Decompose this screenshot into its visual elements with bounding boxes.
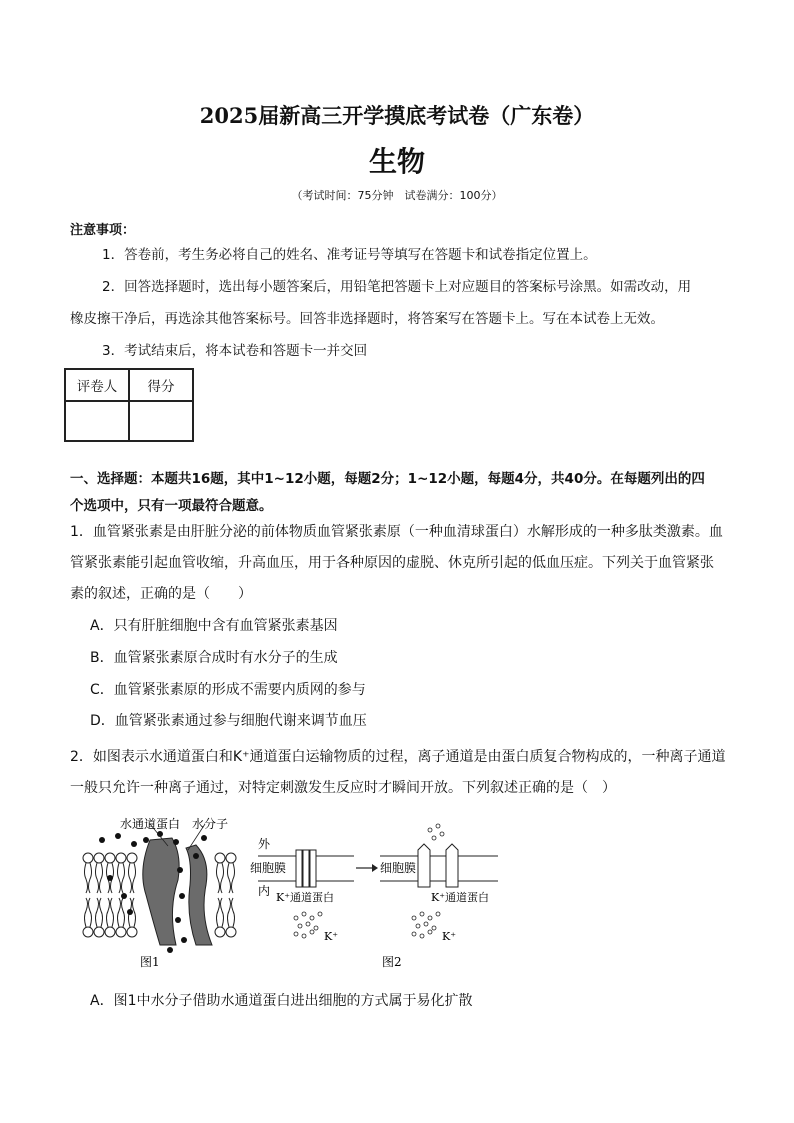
exam-title: 2025届新高三开学摸底考试卷（广东卷） [199, 103, 595, 128]
section-heading [70, 466, 730, 520]
fig1-water-channel-protein-right [186, 845, 212, 945]
q1-option-c: C．血管紧张素原的形成不需要内质网的参与 [90, 682, 366, 698]
q1-option-a: A．只有肝脏细胞中含有血管紧张素基因 [90, 618, 338, 634]
notice-item-2-cont: 橡皮擦干净后，再选涂其他答案标号。回答非选择题时，将答案写在答题卡上。写在本试卷上无效。 [70, 311, 664, 327]
membrane-figure [0, 800, 794, 980]
fig2-membrane-label-left: 细胞膜 [250, 861, 287, 875]
question-1-line-2: 管紧张素能引起血管收缩，升高血压，用于各种原因的虚脱、休克所引起的低血压症。下列关于血管紧张 [70, 555, 714, 571]
question-1-line-3: 素的叙述，正确的是（ ） [70, 586, 252, 602]
notice-item-2: 2．回答选择题时，选出每小题答案后，用铅笔把答题卡上对应题目的答案标号涂黑。如需改动，用 [102, 279, 692, 295]
fig2-outside-label: 外 [258, 837, 271, 851]
question-2-line-2: 一般只允许一种离子通过，对特定刺激发生反应时才瞬间开放。下列叙述正确的是（ ） [70, 780, 616, 796]
fig2-channel-label-left: K⁺通道蛋白 [276, 891, 335, 904]
notice-item-3: 3．考试结束后，将本试卷和答题卡一并交回 [102, 343, 368, 359]
fig1-water-channel-protein-left [143, 838, 179, 945]
fig2-ion-label-right: K⁺ [442, 930, 457, 943]
section-heading-line-2: 个选项中，只有一项最符合题意。 [70, 498, 273, 514]
exam-time-info: （考试时间：75分钟 试卷满分：100分） [291, 189, 503, 202]
grader-header: 评卷人 [65, 369, 129, 401]
question-1-line-1: 1．血管紧张素是由肝脏分泌的前体物质血管紧张素原（一种血清球蛋白）水解形成的一种多肽类激素。血 [70, 524, 723, 540]
fig2-membrane-label-right: 细胞膜 [380, 861, 417, 875]
q1-option-d: D．血管紧张素通过参与细胞代谢来调节血压 [90, 713, 367, 729]
q2-option-a: A．图1中水分子借助水通道蛋白进出细胞的方式属于易化扩散 [90, 993, 473, 1009]
fig2-channel-label-right: K⁺通道蛋白 [431, 891, 490, 904]
grade-table [64, 368, 194, 442]
question-2 [70, 742, 730, 804]
fig2-ion-label-left: K⁺ [324, 930, 339, 943]
notice-item-1: 1．答卷前，考生务必将自己的姓名、准考证号等填写在答题卡和试卷指定位置上。 [102, 247, 597, 263]
notice-heading: 注意事项： [70, 223, 136, 238]
fig2-ions-left [294, 912, 322, 938]
q1-option-b: B．血管紧张素原合成时有水分子的生成 [90, 650, 338, 666]
score-cell[interactable] [129, 401, 193, 441]
score-header: 得分 [129, 369, 193, 401]
grader-cell[interactable] [65, 401, 129, 441]
section-heading-line-1: 一、选择题：本题共16题，其中1~12小题，每题2分；1~12小题，每题4分，共40分。在每题列出的四 [70, 471, 705, 487]
question-2-line-1: 2．如图表示水通道蛋白和K⁺通道蛋白运输物质的过程，离子通道是由蛋白质复合物构成的，一种离子通道 [70, 749, 726, 765]
fig1-caption: 图1 [140, 955, 160, 969]
arrow-icon [356, 864, 378, 872]
subject-title: 生物 [368, 145, 425, 178]
fig2-k-channel-closed [296, 850, 316, 887]
fig2-inside-label: 内 [258, 884, 271, 898]
fig1-label-water: 水分子 [192, 817, 229, 831]
fig1-label-channel: 水通道蛋白 [120, 817, 181, 831]
fig2-caption: 图2 [382, 955, 402, 969]
question-1 [70, 517, 730, 610]
